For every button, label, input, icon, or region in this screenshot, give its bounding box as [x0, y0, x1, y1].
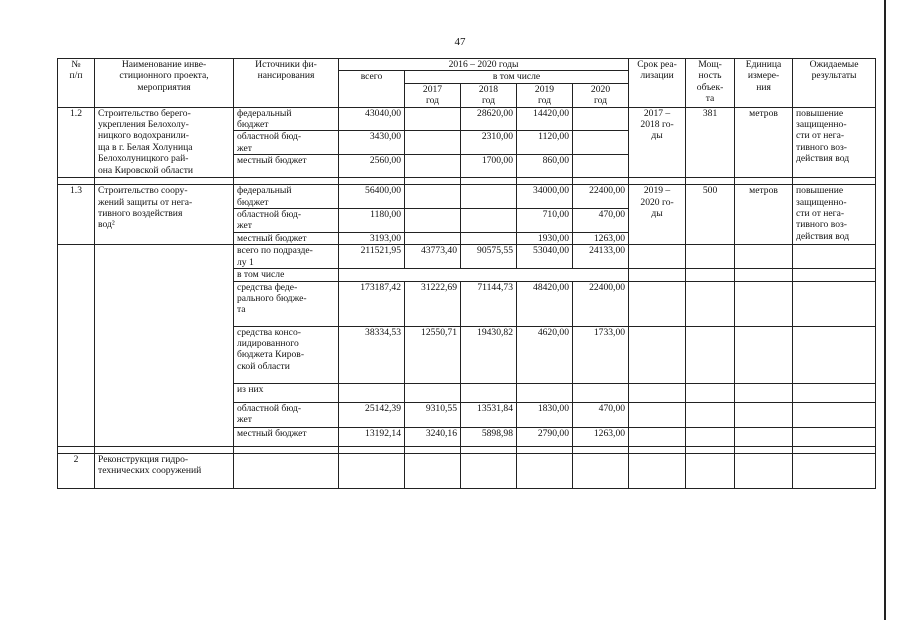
total-cell: 25142,39 [339, 402, 405, 427]
header-year-2019: 2019 год [517, 83, 573, 107]
year-2019-cell: 34000,00 [517, 185, 573, 209]
source-cell: местный бюджет [234, 155, 339, 178]
project-1-3-row-federal [58, 185, 876, 209]
project-1-2-capacity: 381 [686, 107, 735, 178]
project-1-3-name: Строительство соору- жений защиты от нега- тивного воздействия вод² [95, 185, 234, 245]
including-label: в том числе [234, 269, 339, 281]
project-1-3-capacity: 500 [686, 185, 735, 245]
project-1-3-results: повышение защищенно- сти от нега- тивного воз- действия вод [793, 185, 876, 245]
header-row-1 [58, 59, 876, 71]
header-year-2017: 2017 год [405, 83, 461, 107]
year-2020-cell: 22400,00 [573, 185, 629, 209]
year-2019-cell: 860,00 [517, 155, 573, 178]
year-2020-cell [573, 155, 629, 178]
source-cell: местный бюджет [234, 232, 339, 244]
year-2017-cell: 9310,55 [405, 402, 461, 427]
year-2018-cell: 13531,84 [461, 402, 517, 427]
year-2019-cell: 4620,00 [517, 326, 573, 383]
total-cell: 43040,00 [339, 107, 405, 131]
source-cell: средства феде- рального бюдже- та [234, 281, 339, 326]
year-2018-cell: 28620,00 [461, 107, 517, 131]
project-1-3-unit: метров [735, 185, 793, 245]
project-1-2-row-federal [58, 107, 876, 131]
project-1-2-deadline: 2017 – 2018 го- ды [629, 107, 686, 178]
source-cell: областной бюд- жет [234, 131, 339, 155]
year-2018-cell [461, 185, 517, 209]
year-2020-cell [573, 131, 629, 155]
year-2018-cell [461, 209, 517, 233]
header-sources: Источники фи- нансирования [234, 59, 339, 108]
year-2019-cell: 1930,00 [517, 232, 573, 244]
year-2020-cell: 1263,00 [573, 427, 629, 446]
year-2020-cell [573, 107, 629, 131]
project-1-3-num: 1.3 [58, 185, 95, 245]
project-1-2-results: повышение защищенно- сти от нега- тивного воз- действия вод [793, 107, 876, 178]
year-2019-cell: 14420,00 [517, 107, 573, 131]
header-period: 2016 – 2020 годы [339, 59, 629, 71]
spacer-row [58, 446, 876, 453]
total-cell: 3193,00 [339, 232, 405, 244]
project-1-2-unit: метров [735, 107, 793, 178]
source-cell: местный бюджет [234, 427, 339, 446]
total-cell: 56400,00 [339, 185, 405, 209]
year-2018-cell: 2310,00 [461, 131, 517, 155]
of-them-label: из них [234, 383, 339, 402]
source-cell: федеральный бюджет [234, 107, 339, 131]
year-2020-cell: 1733,00 [573, 326, 629, 383]
year-2019-cell: 53040,00 [517, 245, 573, 269]
total-cell: 38334,53 [339, 326, 405, 383]
source-cell: областной бюд- жет [234, 209, 339, 233]
year-2020-cell: 24133,00 [573, 245, 629, 269]
year-2017-cell: 3240,16 [405, 427, 461, 446]
year-2018-cell: 5898,98 [461, 427, 517, 446]
source-cell: средства консо- лидированного бюджета Киров- ской области [234, 326, 339, 383]
year-2017-cell [405, 185, 461, 209]
year-2018-cell: 90575,55 [461, 245, 517, 269]
project-2-row [58, 453, 876, 488]
year-2019-cell: 48420,00 [517, 281, 573, 326]
year-2017-cell [405, 107, 461, 131]
project-1-2-name: Строительство берего- укрепления Белохолу- ницкого водохранили- ща в г. Белая Холуница Белохолуницкого рай- она Кировской области [95, 107, 234, 178]
spacer-row [58, 178, 876, 185]
total-cell: 13192,14 [339, 427, 405, 446]
header-year-2018: 2018 год [461, 83, 517, 107]
year-2017-cell [405, 131, 461, 155]
year-2019-cell: 2790,00 [517, 427, 573, 446]
subtotal-total-row [58, 245, 876, 269]
investment-projects-table [57, 58, 876, 489]
total-cell: 1180,00 [339, 209, 405, 233]
year-2017-cell [405, 232, 461, 244]
year-2017-cell [405, 209, 461, 233]
project-1-2-num: 1.2 [58, 107, 95, 178]
project-2-name: Реконструкция гидро- технических сооружений [95, 453, 234, 488]
header-num: № п/п [58, 59, 95, 108]
header-including: в том числе [405, 71, 629, 83]
project-2-num: 2 [58, 453, 95, 488]
total-cell: 211521,95 [339, 245, 405, 269]
source-cell: всего по подразде- лу 1 [234, 245, 339, 269]
year-2020-cell: 470,00 [573, 209, 629, 233]
header-year-2020: 2020 год [573, 83, 629, 107]
year-2017-cell: 12550,71 [405, 326, 461, 383]
source-cell: федеральный бюджет [234, 185, 339, 209]
year-2018-cell: 1700,00 [461, 155, 517, 178]
total-cell: 3430,00 [339, 131, 405, 155]
year-2019-cell: 1120,00 [517, 131, 573, 155]
header-total: всего [339, 71, 405, 107]
header-deadline: Срок реа- лизации [629, 59, 686, 108]
header-name: Наименование инве- стиционного проекта, мероприятия [95, 59, 234, 108]
header-unit: Единица измере- ния [735, 59, 793, 108]
year-2020-cell: 1263,00 [573, 232, 629, 244]
year-2018-cell [461, 232, 517, 244]
year-2018-cell: 19430,82 [461, 326, 517, 383]
header-results: Ожидаемые результаты [793, 59, 876, 108]
project-1-3-deadline: 2019 – 2020 го- ды [629, 185, 686, 245]
year-2019-cell: 710,00 [517, 209, 573, 233]
year-2020-cell: 470,00 [573, 402, 629, 427]
year-2018-cell: 71144,73 [461, 281, 517, 326]
year-2017-cell: 43773,40 [405, 245, 461, 269]
year-2017-cell [405, 155, 461, 178]
total-cell: 173187,42 [339, 281, 405, 326]
source-cell: областной бюд- жет [234, 402, 339, 427]
header-capacity: Мощ- ность объек- та [686, 59, 735, 108]
year-2017-cell: 31222,69 [405, 281, 461, 326]
year-2020-cell: 22400,00 [573, 281, 629, 326]
page-number: 47 [454, 36, 466, 48]
year-2019-cell: 1830,00 [517, 402, 573, 427]
page-edge-rule [884, 0, 886, 620]
total-cell: 2560,00 [339, 155, 405, 178]
